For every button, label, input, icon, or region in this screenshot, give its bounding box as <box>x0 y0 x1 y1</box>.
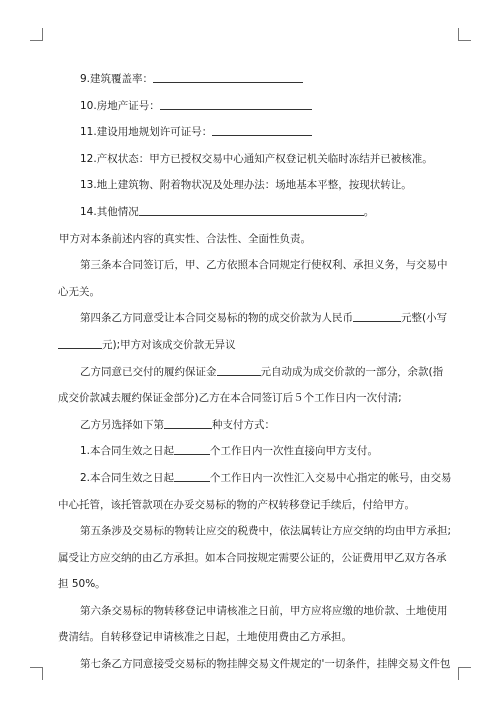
blank-field <box>139 204 364 216</box>
blank-field <box>217 364 261 376</box>
article-4-line-2 <box>58 332 448 359</box>
blank-field <box>153 71 303 83</box>
article-5-line-2: 属受让方应交纳的由乙方承担。如本合同按规定需要公证的，公证费用甲乙双方各承 <box>58 551 447 564</box>
corner-mark-top-left <box>30 28 43 41</box>
article-6-line-1: 第六条交易标的物转移登记申请核准之日前，甲方应将应缴的地价款、土地使用 <box>80 604 448 617</box>
payment-option-2-line-1 <box>58 465 452 492</box>
article-5-line-1: 第五条涉及交易标的物转让应交的税费中，依法属转让方应交纳的均由甲方承担; <box>80 525 452 538</box>
blank-field <box>160 98 312 110</box>
item-11 <box>58 119 448 146</box>
blank-field <box>58 337 102 349</box>
deposit-line-1 <box>58 359 448 386</box>
payment-text: 个工作日内一次性直接向甲方支付。 <box>210 445 379 458</box>
item-9-label: 9.建筑覆盖率： <box>80 73 154 85</box>
payment-text: 1.本合同生效之日起 <box>80 445 175 458</box>
deposit-text: 元自动成为成交价款的一部分，余款(指 <box>260 365 444 378</box>
article-4-text: 元整(小写 <box>401 312 448 325</box>
blank-field <box>174 443 210 455</box>
item-11-label: 11.建设用地规划许可证号： <box>80 126 213 139</box>
item-14 <box>58 199 448 226</box>
corner-mark-top-right <box>458 28 471 41</box>
article-4-text: 第四条乙方同意受让本合同交易标的物的成交价款为人民币 <box>80 312 353 325</box>
deposit-text: 乙方同意已交付的履约保证金 <box>80 365 217 378</box>
blank-field <box>164 417 212 429</box>
payment-text: 个工作日内一次性汇入交易中心指定的帐号，由交易 <box>210 471 452 484</box>
corner-mark-bottom-right <box>458 667 471 680</box>
article-4-text: 元);甲方对该成交价款无异议 <box>102 338 236 351</box>
paragraph-responsibility: 甲方对本条前述内容的真实性、合法性、全面性负责。 <box>59 232 311 245</box>
payment-text: 种支付方式： <box>212 418 275 431</box>
payment-method-choice <box>58 412 448 439</box>
item-14-end: 。 <box>363 205 375 218</box>
item-12: 12.产权状态：甲方已授权交易中心通知产权登记机关临时冻结并已被核准。 <box>80 152 433 165</box>
blank-field <box>212 124 312 136</box>
item-13: 13.地上建筑物、附着物状况及处理办法：场地基本平整，按现状转让。 <box>80 179 412 192</box>
article-5-line-3: 担 50%。 <box>58 578 106 591</box>
item-9 <box>58 66 448 93</box>
item-10 <box>58 93 448 120</box>
article-6-line-2: 费清结。自转移登记申请核准之日起，土地使用费由乙方承担。 <box>58 631 352 644</box>
blank-field <box>174 470 210 482</box>
article-4-line-1 <box>58 305 448 332</box>
article-3-line-2: 心无关。 <box>58 285 100 298</box>
item-10-label: 10.房地产证号： <box>80 99 160 112</box>
payment-option-1 <box>58 438 448 465</box>
payment-option-2-line-2: 中心托管，该托管款项在办妥交易标的物的产权转移登记手续后，付给甲方。 <box>58 498 415 511</box>
deposit-line-2: 成交价款减去履约保证金部分)乙方在本合同签订后５个工作日内一次付清; <box>58 392 402 405</box>
blank-field <box>353 310 401 322</box>
article-3-line-1: 第三条本合同签订后，甲、乙方依照本合同规定行使权利、承担义务，与交易中 <box>80 259 448 272</box>
corner-mark-bottom-left <box>30 667 43 680</box>
payment-text: 乙方另选择如下第 <box>80 418 164 431</box>
document-page <box>58 66 452 678</box>
payment-text: 2.本合同生效之日起 <box>80 471 175 484</box>
article-7-line-1: 第七条乙方同意接受交易标的物挂牌交易文件规定的'一切条件，挂牌交易文件包 <box>80 658 451 671</box>
item-14-label: 14.其他情况 <box>80 205 139 218</box>
